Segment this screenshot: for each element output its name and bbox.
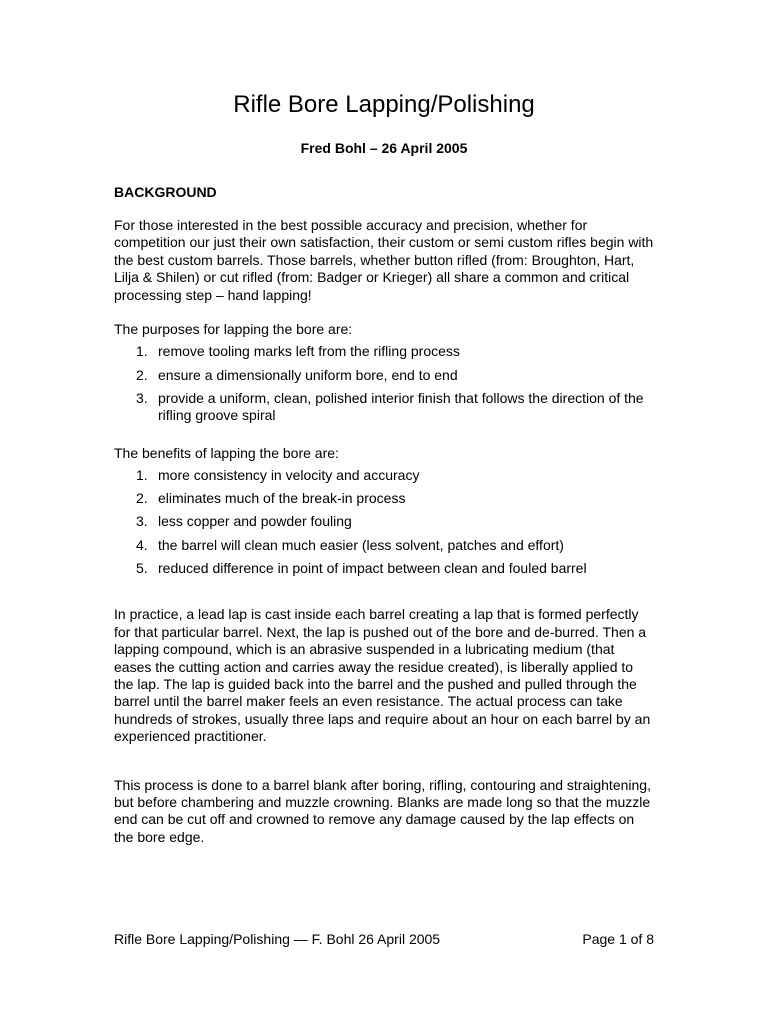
list-item xyxy=(114,367,654,384)
document-body xyxy=(114,88,654,846)
footer-title: Rifle Bore Lapping/Polishing — F. Bohl 26 April 2005 xyxy=(114,931,441,947)
list-number: 3. xyxy=(136,389,148,406)
list-item-text: ensure a dimensionally uniform bore, end to end xyxy=(158,366,458,383)
list-number: 1. xyxy=(136,467,148,484)
list-item xyxy=(114,390,654,425)
list-item xyxy=(114,537,654,554)
list-item-text: reduced difference in point of impact between clean and fouled barrel xyxy=(158,559,587,576)
intro-paragraph: For those interested in the best possible accuracy and precision, whether for competition our just their own satisfaction, their custom or semi custom rifles begin with the best custom barrels. Those barrels, whether button rifled (from: Broughton, Hart, Lilja & Shilen) or cut rifled (from: Badger or Krieger) all share a common and critical processing step – hand lapping! xyxy=(114,217,654,303)
list-number: 1. xyxy=(136,343,148,360)
list-item-text: eliminates much of the break-in process xyxy=(158,490,406,507)
list-number: 2. xyxy=(136,490,148,507)
process-paragraph: This process is done to a barrel blank after boring, rifling, contouring and straightening, but before chambering and muzzle crowning. Blanks are made long so that the muzzle end can be cut off and crowned to remove any damage caused by the lap effects on the bore edge. xyxy=(114,776,651,845)
benefits-intro: The benefits of lapping the bore are: xyxy=(114,444,339,461)
list-number: 3. xyxy=(136,513,148,530)
purposes-list xyxy=(114,343,654,424)
list-item xyxy=(114,467,654,484)
list-number: 5. xyxy=(136,559,148,576)
list-item xyxy=(114,490,654,507)
list-item-text: more consistency in velocity and accuracy xyxy=(158,467,420,484)
purposes-intro: The purposes for lapping the bore are: xyxy=(114,321,353,338)
list-item xyxy=(114,343,654,360)
practice-paragraph: In practice, a lead lap is cast inside each barrel creating a lap that is formed perfectly for that particular barrel. Next, the lap is pushed out of the bore and de-burred. Then a lapping compound, which is an abrasive suspended in a lubricating medium (that eases the cutting action and carries away the residue created), is liberally applied to the lap. The lap is guided back into the barrel and the pushed and pulled through the barrel until the barrel maker feels an even resistance. The actual process can take hundreds of strokes, usually three laps and require about an hour on each barrel by an experienced practitioner. xyxy=(114,606,651,745)
author-line: Fred Bohl – 26 April 2005 xyxy=(300,140,468,156)
benefits-list xyxy=(114,467,654,577)
section-heading: BACKGROUND xyxy=(114,184,217,200)
list-item-text: provide a uniform, clean, polished interior finish that follows the direction of the rifling groove spiral xyxy=(158,389,644,424)
page-number: Page 1 of 8 xyxy=(582,931,654,947)
list-item-text: the barrel will clean much easier (less solvent, patches and effort) xyxy=(158,536,564,553)
document-title: Rifle Bore Lapping/Polishing xyxy=(233,91,535,118)
list-number: 4. xyxy=(136,536,148,553)
list-item-text: remove tooling marks left from the rifling process xyxy=(158,343,460,360)
list-item xyxy=(114,513,654,530)
list-item-text: less copper and powder fouling xyxy=(158,513,352,530)
list-number: 2. xyxy=(136,366,148,383)
list-item xyxy=(114,560,654,577)
